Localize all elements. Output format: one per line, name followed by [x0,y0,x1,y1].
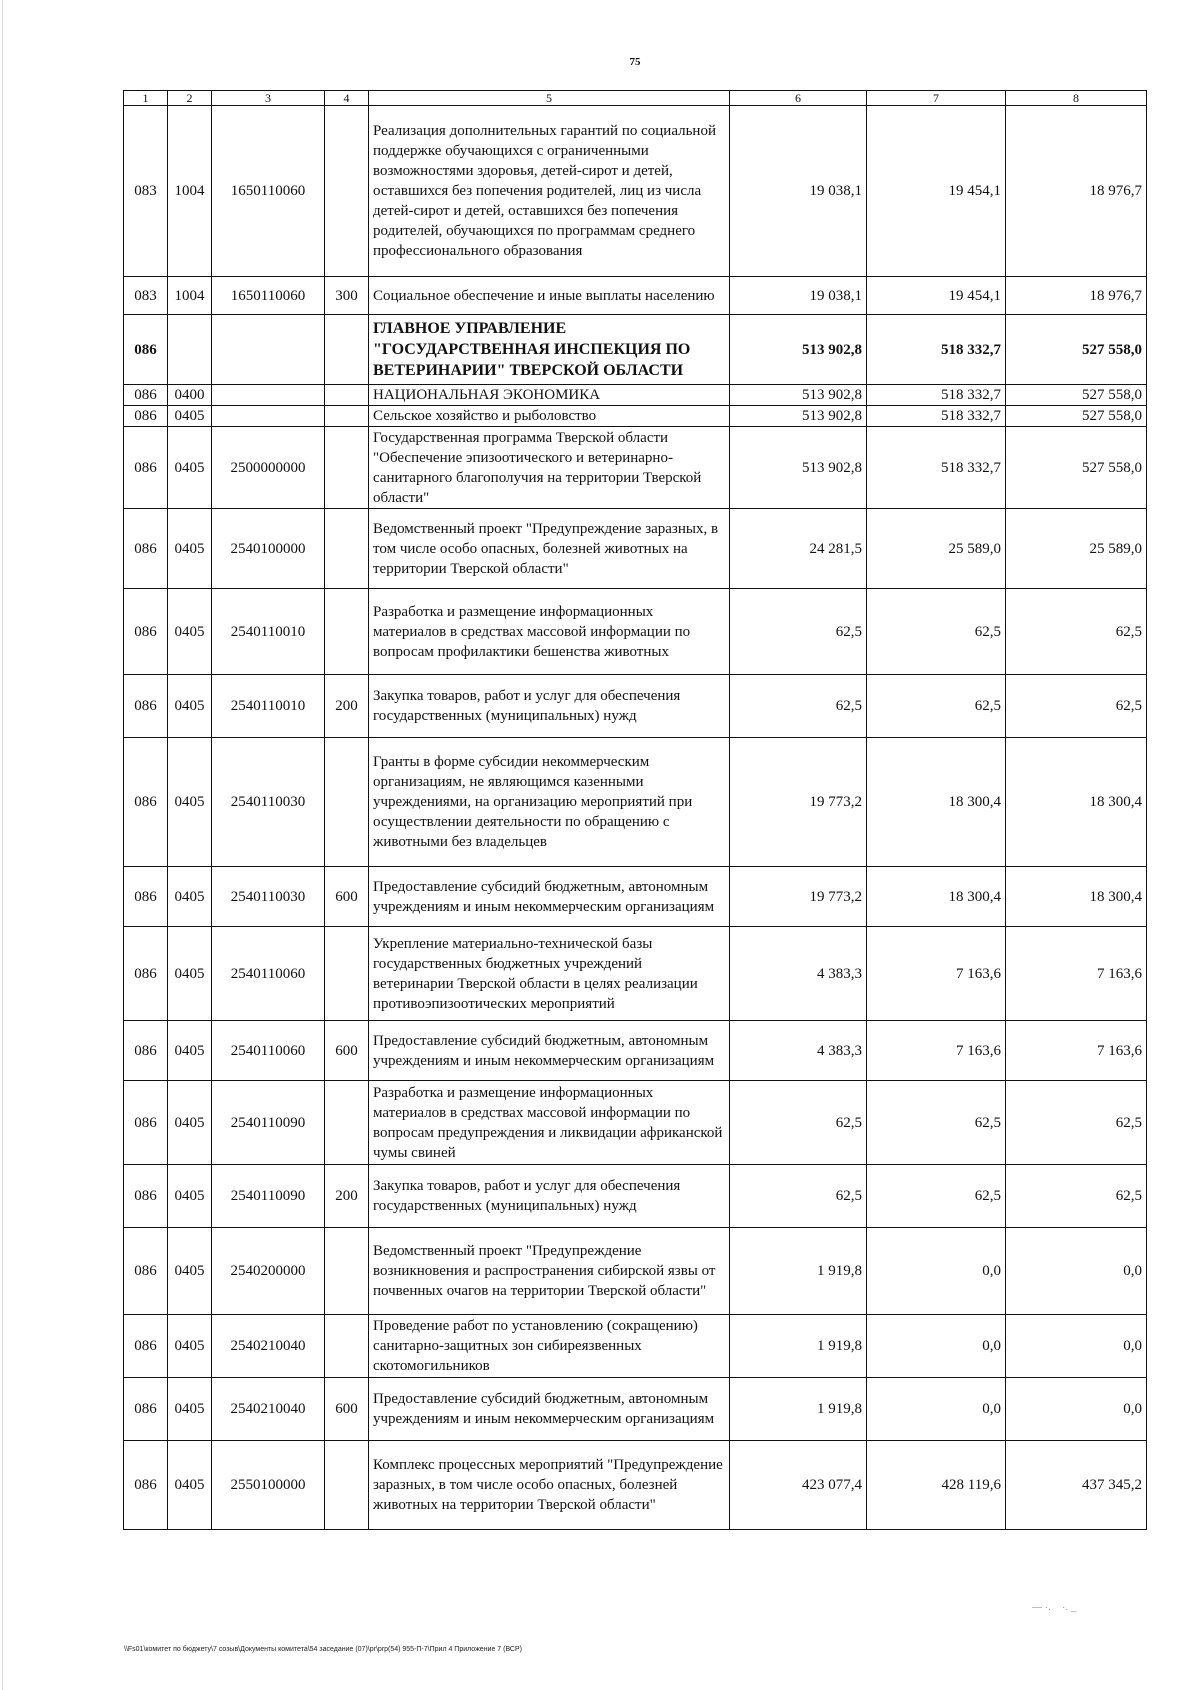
section-code-cell: 0405 [168,589,212,675]
section-code-cell: 1004 [168,106,212,277]
section-code-cell: 0405 [168,406,212,427]
table-row [124,427,1147,509]
section-code-cell: 0405 [168,1228,212,1315]
table-row [124,675,1147,738]
expense-type-cell [325,385,369,406]
table-row [124,1228,1147,1315]
amount-year3-cell: 527 558,0 [1006,385,1147,406]
table-row [124,927,1147,1021]
amount-year2-cell: 518 332,7 [867,427,1006,509]
table-row [124,1378,1147,1441]
amount-year3-cell: 62,5 [1006,1081,1147,1165]
administrator-code-cell: 086 [124,1228,168,1315]
amount-year1-cell: 513 902,8 [730,315,867,385]
description-cell: Гранты в форме субсидии некоммерческим организациям, не являющимся казенными учреждениями, на организацию мероприятий при осуществлении деятельности по обращению с животными без владельцев [369,738,730,867]
amount-year2-cell: 7 163,6 [867,1021,1006,1081]
amount-year2-cell: 18 300,4 [867,867,1006,927]
section-code-cell: 0405 [168,1441,212,1530]
amount-year3-cell: 62,5 [1006,1165,1147,1228]
section-code-cell: 0405 [168,1315,212,1378]
target-article-cell: 2540110090 [212,1165,325,1228]
expense-type-cell: 200 [325,675,369,738]
section-code-cell: 0405 [168,675,212,738]
amount-year3-cell: 18 300,4 [1006,867,1147,927]
target-article-cell: 1650110060 [212,106,325,277]
amount-year1-cell: 19 038,1 [730,277,867,315]
amount-year2-cell: 62,5 [867,675,1006,738]
column-number: 3 [212,91,325,106]
description-cell: Проведение работ по установлению (сокращению) санитарно-защитных зон сибиреязвенных скотомогильников [369,1315,730,1378]
amount-year3-cell: 18 976,7 [1006,106,1147,277]
target-article-cell [212,385,325,406]
amount-year2-cell: 518 332,7 [867,315,1006,385]
page-edge [2,0,3,1690]
amount-year3-cell: 0,0 [1006,1315,1147,1378]
target-article-cell: 2540200000 [212,1228,325,1315]
amount-year1-cell: 513 902,8 [730,406,867,427]
administrator-code-cell: 086 [124,927,168,1021]
amount-year3-cell: 527 558,0 [1006,315,1147,385]
section-code-cell [168,315,212,385]
description-cell: Ведомственный проект "Предупреждение заразных, в том числе особо опасных, болезней животных на территории Тверской области" [369,509,730,589]
scan-artifact: — ·. ·. _ [1032,1602,1077,1613]
amount-year2-cell: 518 332,7 [867,385,1006,406]
file-path-footer: \\Fs01\комитет по бюджету\7 созыв\Документы комитета\54 заседание (07)\pr\prp(54) 955-П-7\Прил 4 Приложение 7 (ВСР) [124,1646,522,1653]
target-article-cell: 2550100000 [212,1441,325,1530]
amount-year2-cell: 19 454,1 [867,106,1006,277]
amount-year2-cell: 0,0 [867,1315,1006,1378]
amount-year2-cell: 428 119,6 [867,1441,1006,1530]
amount-year2-cell: 7 163,6 [867,927,1006,1021]
description-cell: Разработка и размещение информационных материалов в средствах массовой информации по вопросам профилактики бешенства животных [369,589,730,675]
budget-table [123,90,1147,1530]
amount-year3-cell: 0,0 [1006,1228,1147,1315]
target-article-cell: 2540110030 [212,867,325,927]
section-code-cell: 0400 [168,385,212,406]
amount-year3-cell: 437 345,2 [1006,1441,1147,1530]
expense-type-cell [325,106,369,277]
description-cell: Государственная программа Тверской области "Обеспечение эпизоотического и ветеринарно-санитарного благополучия на территории Тверской области" [369,427,730,509]
section-code-cell: 0405 [168,867,212,927]
expense-type-cell [325,509,369,589]
target-article-cell: 2540110010 [212,589,325,675]
amount-year1-cell: 62,5 [730,1081,867,1165]
amount-year1-cell: 4 383,3 [730,1021,867,1081]
target-article-cell: 2540110010 [212,675,325,738]
table-row [124,315,1147,385]
section-code-cell: 0405 [168,509,212,589]
description-cell: Сельское хозяйство и рыболовство [369,406,730,427]
administrator-code-cell: 086 [124,385,168,406]
description-cell: Укрепление материально-технической базы государственных бюджетных учреждений ветеринарии Тверской области в целях реализации противоэпизоотических мероприятий [369,927,730,1021]
amount-year3-cell: 7 163,6 [1006,927,1147,1021]
expense-type-cell: 600 [325,867,369,927]
amount-year3-cell: 25 589,0 [1006,509,1147,589]
administrator-code-cell: 083 [124,106,168,277]
target-article-cell: 2500000000 [212,427,325,509]
expense-type-cell: 300 [325,277,369,315]
column-number: 6 [730,91,867,106]
expense-type-cell [325,315,369,385]
administrator-code-cell: 086 [124,1165,168,1228]
amount-year2-cell: 0,0 [867,1378,1006,1441]
target-article-cell: 2540110030 [212,738,325,867]
administrator-code-cell: 086 [124,1441,168,1530]
description-cell: НАЦИОНАЛЬНАЯ ЭКОНОМИКА [369,385,730,406]
page-number: 75 [629,56,641,68]
amount-year2-cell: 19 454,1 [867,277,1006,315]
amount-year2-cell: 0,0 [867,1228,1006,1315]
expense-type-cell [325,589,369,675]
administrator-code-cell: 086 [124,589,168,675]
amount-year2-cell: 518 332,7 [867,406,1006,427]
target-article-cell: 2540210040 [212,1315,325,1378]
section-code-cell: 0405 [168,927,212,1021]
target-article-cell: 2540100000 [212,509,325,589]
amount-year1-cell: 1 919,8 [730,1378,867,1441]
expense-type-cell [325,427,369,509]
table-row [124,1081,1147,1165]
amount-year1-cell: 24 281,5 [730,509,867,589]
expense-type-cell [325,1228,369,1315]
administrator-code-cell: 086 [124,738,168,867]
column-number: 1 [124,91,168,106]
description-cell: Закупка товаров, работ и услуг для обеспечения государственных (муниципальных) нужд [369,675,730,738]
administrator-code-cell: 086 [124,675,168,738]
table-row [124,1165,1147,1228]
description-cell: Реализация дополнительных гарантий по социальной поддержке обучающихся с ограниченными возможностями здоровья, детей-сирот и детей, оставшихся без попечения родителей, лиц из числа детей-сирот и детей, оставшихся без попечения родителей, обучающихся по программам среднего профессионального образования [369,106,730,277]
amount-year3-cell: 527 558,0 [1006,427,1147,509]
amount-year3-cell: 62,5 [1006,589,1147,675]
amount-year3-cell: 0,0 [1006,1378,1147,1441]
section-code-cell: 0405 [168,1165,212,1228]
column-number: 5 [369,91,730,106]
expense-type-cell: 600 [325,1378,369,1441]
amount-year1-cell: 1 919,8 [730,1315,867,1378]
amount-year1-cell: 1 919,8 [730,1228,867,1315]
description-cell: Предоставление субсидий бюджетным, автономным учреждениям и иным некоммерческим организациям [369,1378,730,1441]
expense-type-cell [325,1081,369,1165]
amount-year2-cell: 62,5 [867,1165,1006,1228]
target-article-cell: 2540110060 [212,927,325,1021]
description-cell: ГЛАВНОЕ УПРАВЛЕНИЕ "ГОСУДАРСТВЕННАЯ ИНСПЕКЦИЯ ПО ВЕТЕРИНАРИИ" ТВЕРСКОЙ ОБЛАСТИ [369,315,730,385]
amount-year1-cell: 513 902,8 [730,385,867,406]
administrator-code-cell: 086 [124,509,168,589]
amount-year1-cell: 62,5 [730,589,867,675]
section-code-cell: 0405 [168,1081,212,1165]
table-row [124,509,1147,589]
column-number: 2 [168,91,212,106]
administrator-code-cell: 086 [124,427,168,509]
target-article-cell [212,315,325,385]
expense-type-cell [325,927,369,1021]
expense-type-cell [325,1441,369,1530]
amount-year1-cell: 62,5 [730,1165,867,1228]
amount-year1-cell: 19 773,2 [730,738,867,867]
expense-type-cell: 200 [325,1165,369,1228]
target-article-cell [212,406,325,427]
description-cell: Социальное обеспечение и иные выплаты населению [369,277,730,315]
description-cell: Предоставление субсидий бюджетным, автономным учреждениям и иным некоммерческим организациям [369,1021,730,1081]
section-code-cell: 0405 [168,738,212,867]
column-number: 8 [1006,91,1147,106]
amount-year3-cell: 62,5 [1006,675,1147,738]
description-cell: Закупка товаров, работ и услуг для обеспечения государственных (муниципальных) нужд [369,1165,730,1228]
amount-year2-cell: 18 300,4 [867,738,1006,867]
administrator-code-cell: 086 [124,1081,168,1165]
amount-year3-cell: 18 300,4 [1006,738,1147,867]
expense-type-cell [325,738,369,867]
table-body [124,106,1147,1530]
amount-year1-cell: 19 038,1 [730,106,867,277]
table-row [124,385,1147,406]
amount-year1-cell: 4 383,3 [730,927,867,1021]
section-code-cell: 0405 [168,1378,212,1441]
amount-year1-cell: 513 902,8 [730,427,867,509]
administrator-code-cell: 083 [124,277,168,315]
description-cell: Разработка и размещение информационных материалов в средствах массовой информации по вопросам предупреждения и ликвидации африканской чумы свиней [369,1081,730,1165]
target-article-cell: 2540110060 [212,1021,325,1081]
amount-year1-cell: 423 077,4 [730,1441,867,1530]
amount-year1-cell: 19 773,2 [730,867,867,927]
description-cell: Предоставление субсидий бюджетным, автономным учреждениям и иным некоммерческим организациям [369,867,730,927]
administrator-code-cell: 086 [124,315,168,385]
expense-type-cell [325,1315,369,1378]
column-number-row [124,91,1147,106]
amount-year2-cell: 25 589,0 [867,509,1006,589]
expense-type-cell [325,406,369,427]
column-number: 7 [867,91,1006,106]
description-cell: Комплекс процессных мероприятий "Предупреждение заразных, в том числе особо опасных, болезней животных на территории Тверской области" [369,1441,730,1530]
administrator-code-cell: 086 [124,406,168,427]
expense-type-cell: 600 [325,1021,369,1081]
administrator-code-cell: 086 [124,867,168,927]
target-article-cell: 2540210040 [212,1378,325,1441]
table-row [124,106,1147,277]
administrator-code-cell: 086 [124,1021,168,1081]
amount-year3-cell: 18 976,7 [1006,277,1147,315]
description-cell: Ведомственный проект "Предупреждение возникновения и распространения сибирской язвы от почвенных очагов на территории Тверской области" [369,1228,730,1315]
table-row [124,1441,1147,1530]
table-row [124,738,1147,867]
table-row [124,867,1147,927]
table-row [124,277,1147,315]
table-row [124,1315,1147,1378]
section-code-cell: 0405 [168,427,212,509]
amount-year3-cell: 527 558,0 [1006,406,1147,427]
table-row [124,589,1147,675]
administrator-code-cell: 086 [124,1378,168,1441]
section-code-cell: 0405 [168,1021,212,1081]
target-article-cell: 1650110060 [212,277,325,315]
target-article-cell: 2540110090 [212,1081,325,1165]
table-row [124,1021,1147,1081]
amount-year2-cell: 62,5 [867,1081,1006,1165]
amount-year2-cell: 62,5 [867,589,1006,675]
amount-year3-cell: 7 163,6 [1006,1021,1147,1081]
table-row [124,406,1147,427]
administrator-code-cell: 086 [124,1315,168,1378]
section-code-cell: 1004 [168,277,212,315]
column-number: 4 [325,91,369,106]
amount-year1-cell: 62,5 [730,675,867,738]
